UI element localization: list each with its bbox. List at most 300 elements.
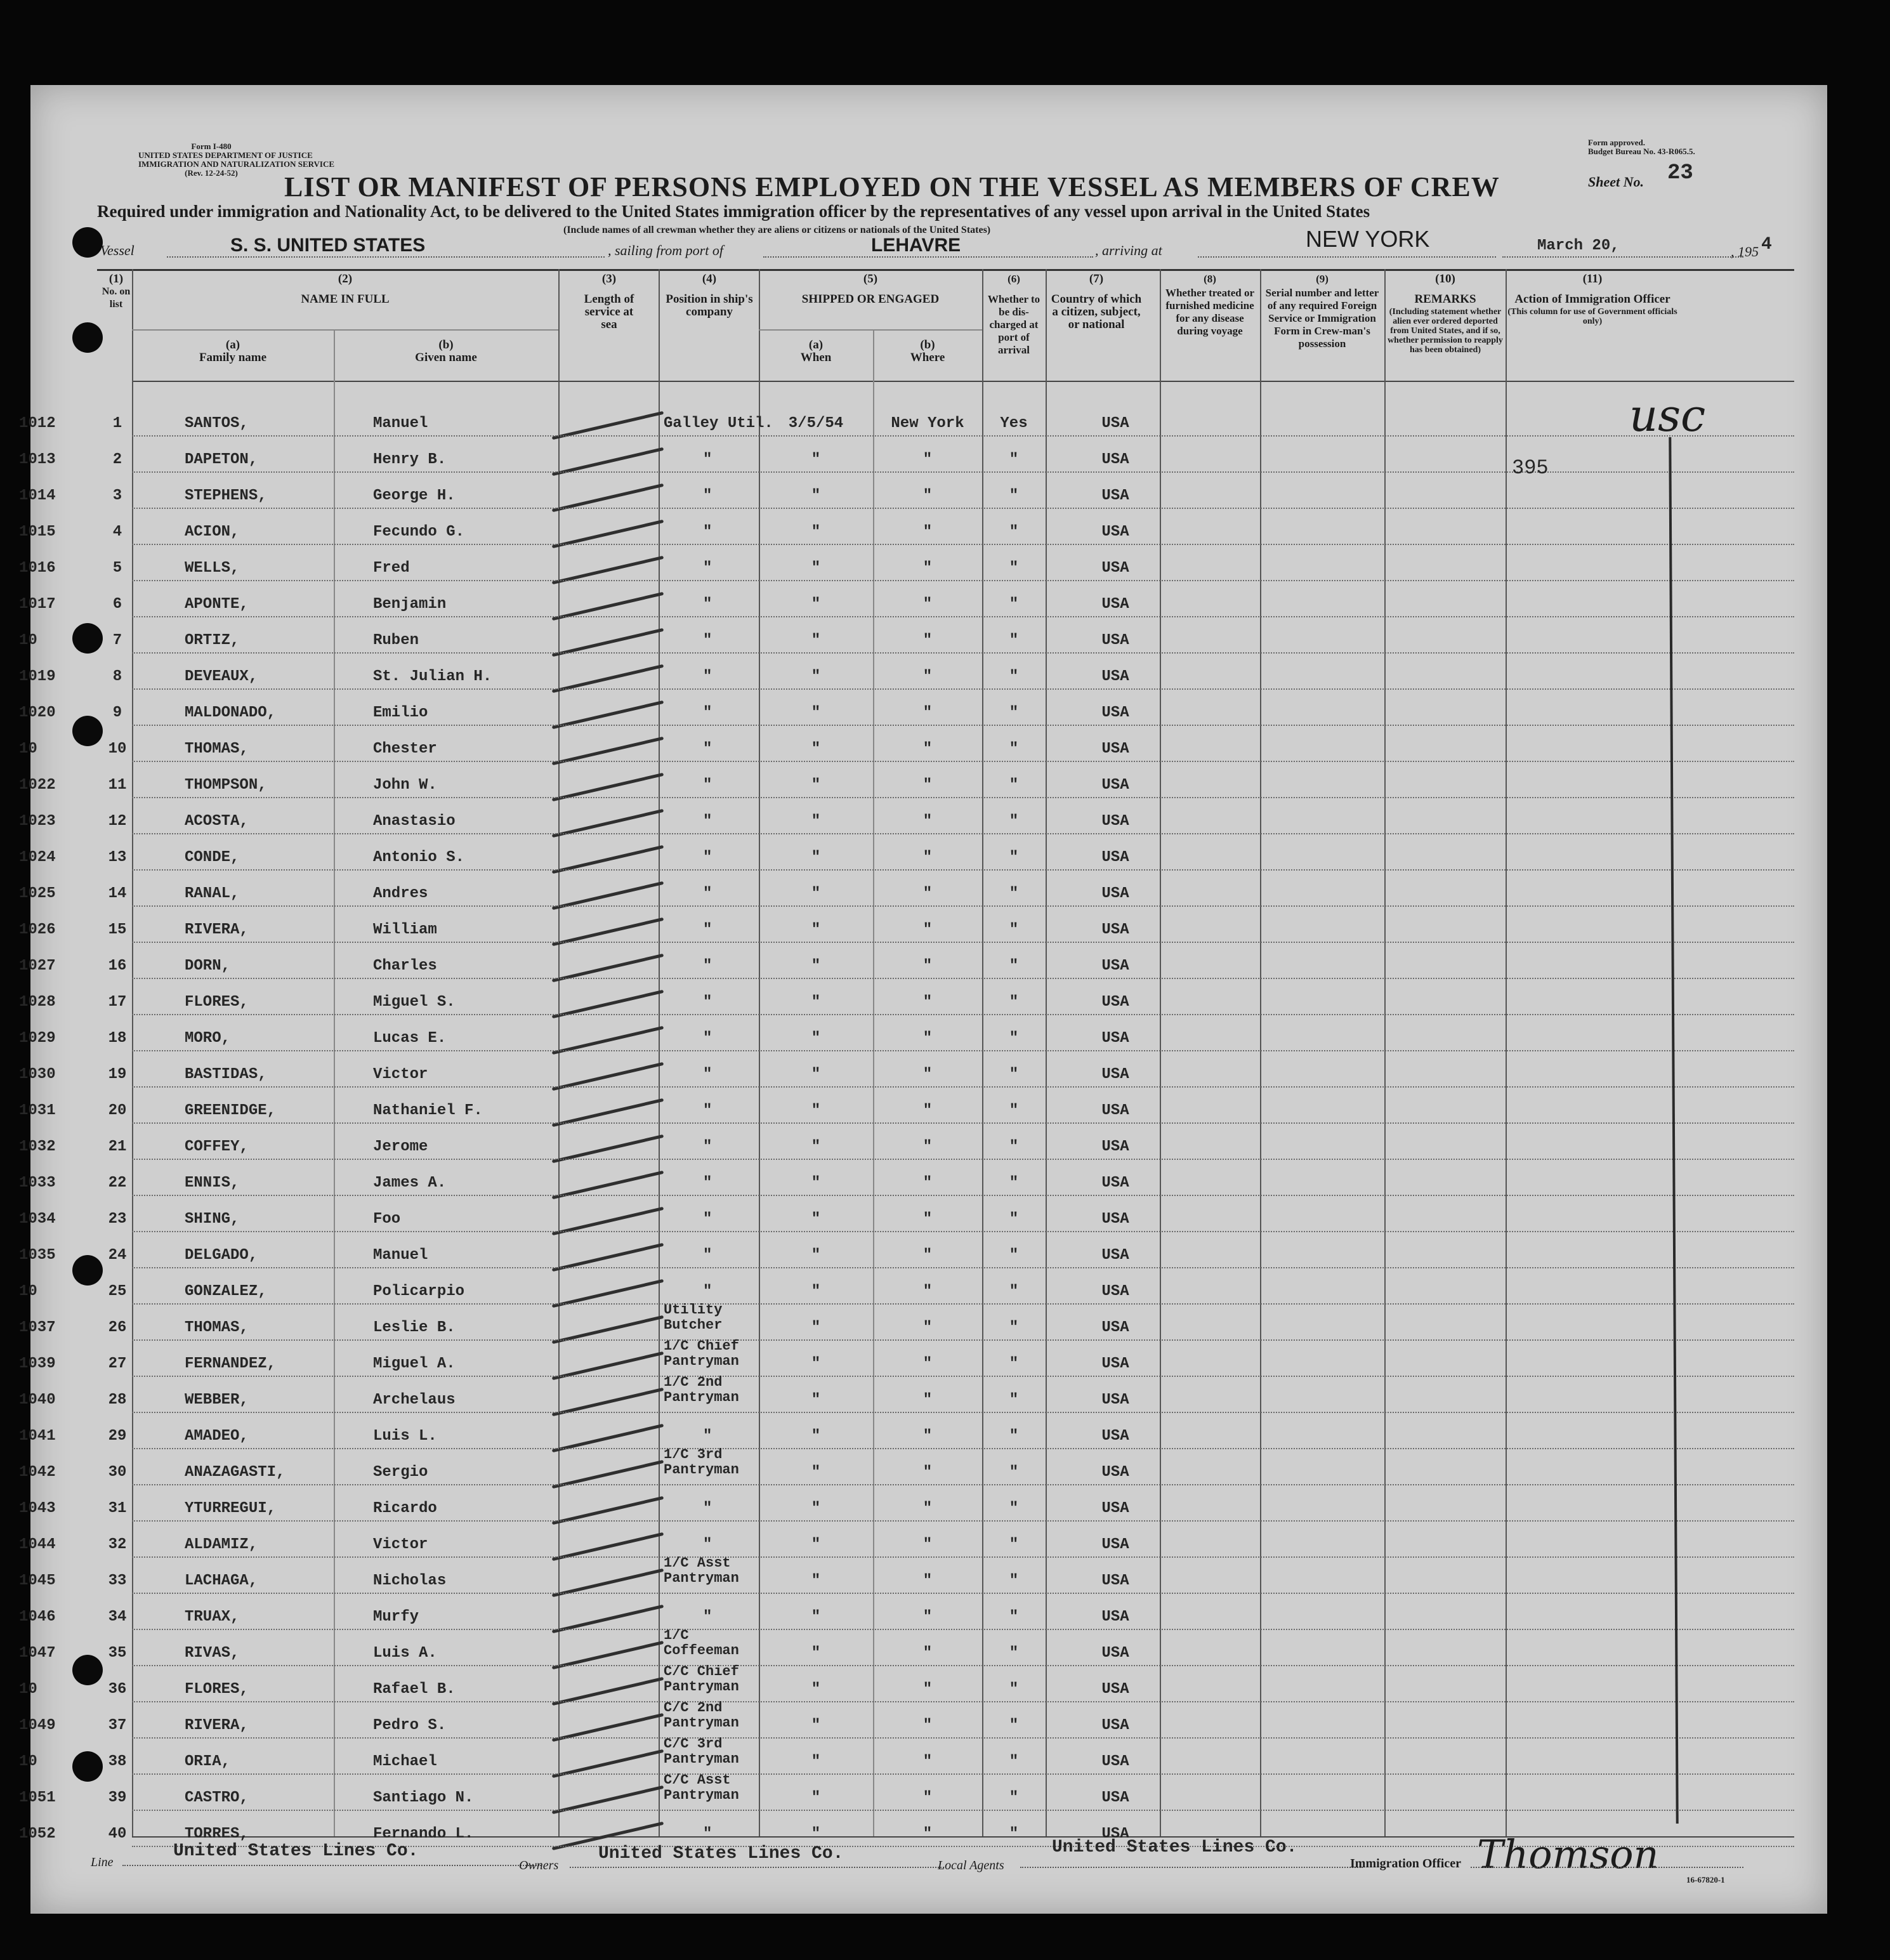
row-rule <box>132 1376 1794 1378</box>
family-name: COFFEY, <box>185 1138 249 1155</box>
shipped-where: " <box>922 1681 933 1698</box>
margin-number: 1026 <box>19 921 56 938</box>
col11-header: (11) Action of Immigration Officer (This column for use of Government officials only) <box>1507 272 1677 326</box>
shipped-when: " <box>811 596 821 613</box>
given-name: Miguel S. <box>373 994 456 1011</box>
row-rule <box>132 1484 1794 1486</box>
shipped-where: " <box>922 1102 933 1119</box>
shipped-where: " <box>922 1608 933 1626</box>
given-name: Miguel A. <box>373 1355 456 1372</box>
position: " <box>703 849 712 866</box>
arriving-label: , arriving at <box>1095 242 1162 258</box>
list-number: 26 <box>108 1319 127 1336</box>
col-rule-7 <box>1160 269 1161 1836</box>
shipped-where: " <box>922 1428 933 1445</box>
family-name: FLORES, <box>185 1681 249 1698</box>
approval-block <box>1588 138 1695 156</box>
shipped-when: " <box>811 1645 821 1662</box>
shipped-when: " <box>811 921 821 938</box>
family-name: ACION, <box>185 523 240 541</box>
col5b-header: (b) Where <box>910 338 945 364</box>
list-number: 29 <box>108 1428 127 1445</box>
margin-number: 1035 <box>19 1247 56 1264</box>
shipped-when: 3/5/54 <box>788 415 844 432</box>
position: " <box>703 1283 712 1300</box>
date-underline <box>1502 256 1743 258</box>
shipped-when: " <box>811 523 821 541</box>
shipped-where: " <box>922 849 933 866</box>
shipped-when: " <box>811 1391 821 1409</box>
position: 1/C Coffeeman <box>664 1628 739 1659</box>
position: C/C 2nd Pantryman <box>664 1700 739 1731</box>
position: C/C 3rd Pantryman <box>664 1736 739 1767</box>
country: USA <box>1101 1138 1129 1155</box>
shipped-when: " <box>811 632 821 649</box>
include-note: (Include names of all crewman whether they are aliens or citizens or nationals of the United States) <box>563 225 991 235</box>
shipped-where: " <box>922 957 933 975</box>
row-rule <box>132 1195 1794 1197</box>
punch-hole <box>72 322 103 353</box>
shipped-when: " <box>811 994 821 1011</box>
list-number: 7 <box>112 632 122 649</box>
given-name: Antonio S. <box>373 849 465 866</box>
discharge: " <box>1009 487 1019 504</box>
country: USA <box>1101 1717 1129 1734</box>
shipped-where: New York <box>891 415 964 432</box>
country: USA <box>1101 1283 1129 1300</box>
position: " <box>703 957 712 975</box>
shipped-where: " <box>922 487 933 504</box>
position: " <box>703 1211 712 1228</box>
port-underline <box>763 256 1093 258</box>
shipped-where: " <box>922 1391 933 1409</box>
discharge: " <box>1009 632 1019 649</box>
family-name: ORTIZ, <box>185 632 240 649</box>
margin-number: 1040 <box>19 1391 56 1409</box>
position: " <box>703 1066 712 1083</box>
row-rule <box>132 725 1794 727</box>
shipped-where: " <box>922 1717 933 1734</box>
given-name: Leslie B. <box>373 1319 456 1336</box>
country: USA <box>1101 957 1129 975</box>
shipped-when: " <box>811 1030 821 1047</box>
family-name: GREENIDGE, <box>185 1102 277 1119</box>
margin-number: 10 <box>19 1681 37 1698</box>
list-number: 23 <box>108 1211 127 1228</box>
list-number: 16 <box>108 957 127 975</box>
position: " <box>703 1138 712 1155</box>
discharge: " <box>1009 1608 1019 1626</box>
margin-number: 1012 <box>19 415 56 432</box>
departure-port: LEHAVRE <box>871 235 961 256</box>
list-number: 36 <box>108 1681 127 1698</box>
shipped-where: " <box>922 704 933 721</box>
family-name: THOMAS, <box>185 740 249 758</box>
shipped-where: " <box>922 1030 933 1047</box>
family-name: DAPETON, <box>185 451 258 468</box>
margin-number: 1032 <box>19 1138 56 1155</box>
department: UNITED STATES DEPARTMENT OF JUSTICE <box>138 150 313 160</box>
list-number: 13 <box>108 849 127 866</box>
family-name: FERNANDEZ, <box>185 1355 277 1372</box>
shipped-where: " <box>922 560 933 577</box>
family-name: ALDAMIZ, <box>185 1536 258 1553</box>
discharge: " <box>1009 740 1019 758</box>
row-rule <box>132 978 1794 980</box>
col2b-header: (b) Given name <box>415 338 477 364</box>
list-number: 25 <box>108 1283 127 1300</box>
shipped-where: " <box>922 1753 933 1770</box>
list-number: 24 <box>108 1247 127 1264</box>
family-name: LACHAGA, <box>185 1572 258 1589</box>
family-name: MORO, <box>185 1030 231 1047</box>
given-name: Henry B. <box>373 451 447 468</box>
punch-hole <box>72 1751 103 1782</box>
country: USA <box>1101 813 1129 830</box>
list-number: 40 <box>108 1825 127 1843</box>
col-rule-3 <box>659 269 660 1836</box>
shipped-where: " <box>922 1789 933 1806</box>
discharge: " <box>1009 596 1019 613</box>
country: USA <box>1101 1428 1129 1445</box>
margin-number: 1049 <box>19 1717 56 1734</box>
position: " <box>703 487 712 504</box>
discharge: " <box>1009 560 1019 577</box>
position: 1/C 2nd Pantryman <box>664 1374 739 1405</box>
col1-header: (1) No. on list <box>102 272 131 310</box>
table-top-rule <box>97 269 1794 271</box>
row-rule <box>132 1701 1794 1703</box>
family-name: STEPHENS, <box>185 487 267 504</box>
family-name: WELLS, <box>185 560 240 577</box>
shipped-when: " <box>811 1247 821 1264</box>
given-name: Archelaus <box>373 1391 456 1409</box>
family-name: DORN, <box>185 957 231 975</box>
row-rule <box>132 942 1794 944</box>
shipped-when: " <box>811 668 821 685</box>
name-subheader-rule <box>132 329 558 331</box>
shipped-where: " <box>922 1464 933 1481</box>
given-name: Andres <box>373 885 428 902</box>
shipped-when: " <box>811 1464 821 1481</box>
margin-number: 1022 <box>19 777 56 794</box>
row-rule <box>132 1665 1794 1667</box>
country: USA <box>1101 777 1129 794</box>
family-name: BASTIDAS, <box>185 1066 267 1083</box>
col-rule-9 <box>1384 269 1386 1836</box>
manifest-sheet <box>19 85 1827 1914</box>
shipped-when: " <box>811 1319 821 1336</box>
shipped-when: " <box>811 1536 821 1553</box>
margin-number: 1042 <box>19 1464 56 1481</box>
family-name: TRUAX, <box>185 1608 240 1626</box>
position: C/C Chief Pantryman <box>664 1664 739 1695</box>
discharge: " <box>1009 1247 1019 1264</box>
officer-underline <box>1471 1867 1743 1868</box>
position: " <box>703 885 712 902</box>
discharge: " <box>1009 1030 1019 1047</box>
list-number: 30 <box>108 1464 127 1481</box>
shipped-where: " <box>922 1355 933 1372</box>
list-number: 28 <box>108 1391 127 1409</box>
shipped-where: " <box>922 813 933 830</box>
given-name: Anastasio <box>373 813 456 830</box>
list-number: 33 <box>108 1572 127 1589</box>
family-name: ANAZAGASTI, <box>185 1464 285 1481</box>
list-number: 5 <box>112 560 122 577</box>
given-name: Emilio <box>373 704 428 721</box>
family-name: RIVAS, <box>185 1645 240 1662</box>
shipped-when: " <box>811 1428 821 1445</box>
col4-header: (4) Position in ship's company <box>666 272 753 319</box>
row-rule <box>132 1014 1794 1016</box>
shipped-where: " <box>922 1066 933 1083</box>
family-name: GONZALEZ, <box>185 1283 267 1300</box>
position: " <box>703 921 712 938</box>
col7-header: (7) Country of which a citizen, subject, or national <box>1051 272 1142 331</box>
list-number: 2 <box>112 451 122 468</box>
family-name: APONTE, <box>185 596 249 613</box>
discharge: " <box>1009 1464 1019 1481</box>
discharge: " <box>1009 704 1019 721</box>
country: USA <box>1101 1536 1129 1553</box>
discharge: " <box>1009 1391 1019 1409</box>
country: USA <box>1101 1753 1129 1770</box>
row-rule <box>132 688 1794 690</box>
given-name: Murfy <box>373 1608 419 1626</box>
country: USA <box>1101 1174 1129 1192</box>
position: " <box>703 1102 712 1119</box>
margin-number: 1043 <box>19 1500 56 1517</box>
discharge: " <box>1009 777 1019 794</box>
country: USA <box>1101 632 1129 649</box>
form-subtitle: Required under immigration and Nationality Act, to be delivered to the United States immigration officer by the representatives of any vessel upon arrival in the United States <box>97 202 1370 221</box>
col6-header: (6) Whether to be dis-charged at port of arrival <box>987 273 1040 356</box>
discharge: " <box>1009 1355 1019 1372</box>
discharge: " <box>1009 1789 1019 1806</box>
country: USA <box>1101 1247 1129 1264</box>
country: USA <box>1101 1030 1129 1047</box>
family-name: YTURREGUI, <box>185 1500 277 1517</box>
position: " <box>703 1174 712 1192</box>
margin-number: 1023 <box>19 813 56 830</box>
margin-number: 10 <box>19 1283 37 1300</box>
discharge: " <box>1009 1753 1019 1770</box>
owners-value: United States Lines Co. <box>598 1844 844 1864</box>
family-name: THOMPSON, <box>185 777 267 794</box>
country: USA <box>1101 451 1129 468</box>
shipped-when: " <box>811 1102 821 1119</box>
arrival-underline <box>1198 256 1496 258</box>
given-name: Santiago N. <box>373 1789 474 1806</box>
sailing-label: , sailing from port of <box>608 242 723 258</box>
country: USA <box>1101 1645 1129 1662</box>
list-number: 14 <box>108 885 127 902</box>
given-name: James A. <box>373 1174 447 1192</box>
given-name: Chester <box>373 740 437 758</box>
row-rule <box>132 1556 1794 1558</box>
discharge: " <box>1009 1211 1019 1228</box>
shipped-where: " <box>922 740 933 758</box>
given-name: Charles <box>373 957 437 975</box>
row-rule <box>132 1810 1794 1812</box>
country: USA <box>1101 1608 1129 1626</box>
shipped-when: " <box>811 451 821 468</box>
family-name: DELGADO, <box>185 1247 258 1264</box>
row-rule <box>132 1339 1794 1341</box>
list-number: 27 <box>108 1355 127 1372</box>
remarks-note: 395 <box>1512 456 1549 480</box>
family-name: ENNIS, <box>185 1174 240 1192</box>
shipped-when: " <box>811 1825 821 1843</box>
position: " <box>703 1500 712 1517</box>
discharge: " <box>1009 994 1019 1011</box>
col3-header: (3) Length of service at sea <box>584 272 634 331</box>
list-number: 11 <box>108 777 127 794</box>
country: USA <box>1101 523 1129 541</box>
position: Galley Util. <box>664 415 773 432</box>
row-rule <box>132 905 1794 907</box>
discharge: Yes <box>1000 415 1028 432</box>
line-label: Line <box>91 1855 114 1869</box>
row-rule <box>132 797 1794 799</box>
discharge: " <box>1009 451 1019 468</box>
shipped-where: " <box>922 1572 933 1589</box>
approval: Form approved. <box>1588 138 1646 147</box>
margin-number: 1019 <box>19 668 56 685</box>
family-name: TORRES, <box>185 1825 249 1843</box>
shipped-where: " <box>922 994 933 1011</box>
discharge: " <box>1009 1536 1019 1553</box>
shipped-when: " <box>811 1174 821 1192</box>
list-number: 4 <box>112 523 122 541</box>
country: USA <box>1101 1825 1129 1843</box>
family-name: THOMAS, <box>185 1319 249 1336</box>
country: USA <box>1101 849 1129 866</box>
list-number: 32 <box>108 1536 127 1553</box>
row-rule <box>132 869 1794 871</box>
country: USA <box>1101 1681 1129 1698</box>
position: " <box>703 1825 712 1843</box>
discharge: " <box>1009 1500 1019 1517</box>
country: USA <box>1101 1355 1129 1372</box>
country: USA <box>1101 596 1129 613</box>
shipped-when: " <box>811 704 821 721</box>
list-number: 31 <box>108 1500 127 1517</box>
margin-number: 1031 <box>19 1102 56 1119</box>
budget-number: Budget Bureau No. 43-R065.5. <box>1588 147 1695 156</box>
position: 1/C Chief Pantryman <box>664 1338 739 1369</box>
shipped-where: " <box>922 777 933 794</box>
list-number: 22 <box>108 1174 127 1192</box>
margin-number: 1041 <box>19 1428 56 1445</box>
position: " <box>703 777 712 794</box>
shipped-when: " <box>811 885 821 902</box>
country: USA <box>1101 487 1129 504</box>
country: USA <box>1101 885 1129 902</box>
arrival-port: NEW YORK <box>1306 226 1430 252</box>
list-number: 3 <box>112 487 122 504</box>
list-number: 21 <box>108 1138 127 1155</box>
discharge: " <box>1009 1319 1019 1336</box>
given-name: Fred <box>373 560 410 577</box>
position: " <box>703 813 712 830</box>
row-rule <box>132 1086 1794 1088</box>
margin-number: 1045 <box>19 1572 56 1589</box>
country: USA <box>1101 1211 1129 1228</box>
shipped-where: " <box>922 1645 933 1662</box>
margin-number: 1030 <box>19 1066 56 1083</box>
agents-value: United States Lines Co. <box>1052 1838 1297 1857</box>
shipped-when: " <box>811 1138 821 1155</box>
position: Utility Butcher <box>664 1302 723 1333</box>
position: " <box>703 632 712 649</box>
punch-hole <box>72 227 103 258</box>
row-rule <box>132 1773 1794 1775</box>
position: " <box>703 1030 712 1047</box>
family-name: AMADEO, <box>185 1428 249 1445</box>
margin-number: 1027 <box>19 957 56 975</box>
position: " <box>703 1536 712 1553</box>
row-rule <box>132 833 1794 835</box>
discharge: " <box>1009 1717 1019 1734</box>
discharge: " <box>1009 957 1019 975</box>
shipped-when: " <box>811 1572 821 1589</box>
given-name: Policarpio <box>373 1283 465 1300</box>
given-name: Lucas E. <box>373 1030 447 1047</box>
year-digit: 4 <box>1761 235 1772 254</box>
position: 1/C 3rd Pantryman <box>664 1447 739 1478</box>
shipped-when: " <box>811 957 821 975</box>
position: " <box>703 560 712 577</box>
shipped-where: " <box>922 885 933 902</box>
margin-number: 1039 <box>19 1355 56 1372</box>
margin-number: 1051 <box>19 1789 56 1806</box>
shipped-when: " <box>811 1283 821 1300</box>
form-id-block <box>138 141 335 178</box>
year-label: , 195 <box>1731 244 1759 260</box>
col8-header: (8) Whether treated or furnished medicine for any disease during voyage <box>1165 273 1255 337</box>
margin-number: 1037 <box>19 1319 56 1336</box>
row-rule <box>132 1303 1794 1305</box>
country: USA <box>1101 740 1129 758</box>
action-mark: usc <box>1629 390 1706 442</box>
margin-number: 10 <box>19 632 37 649</box>
margin-number: 1044 <box>19 1536 56 1553</box>
country: USA <box>1101 1464 1129 1481</box>
col5a-header: (a) When <box>800 338 832 364</box>
list-number: 6 <box>112 596 122 613</box>
list-number: 19 <box>108 1066 127 1083</box>
row-rule <box>132 1122 1794 1124</box>
given-name: Ricardo <box>373 1500 437 1517</box>
country: USA <box>1101 1500 1129 1517</box>
position: " <box>703 1247 712 1264</box>
shipped-where: " <box>922 523 933 541</box>
row-rule <box>132 652 1794 654</box>
family-name: ORIA, <box>185 1753 231 1770</box>
shipped-where: " <box>922 596 933 613</box>
family-name: RIVERA, <box>185 921 249 938</box>
punch-hole <box>72 716 103 746</box>
discharge: " <box>1009 1428 1019 1445</box>
position: " <box>703 523 712 541</box>
shipped-when: " <box>811 1066 821 1083</box>
shipped-where: " <box>922 1283 933 1300</box>
country: USA <box>1101 1789 1129 1806</box>
margin-number: 1029 <box>19 1030 56 1047</box>
shipped-when: " <box>811 849 821 866</box>
